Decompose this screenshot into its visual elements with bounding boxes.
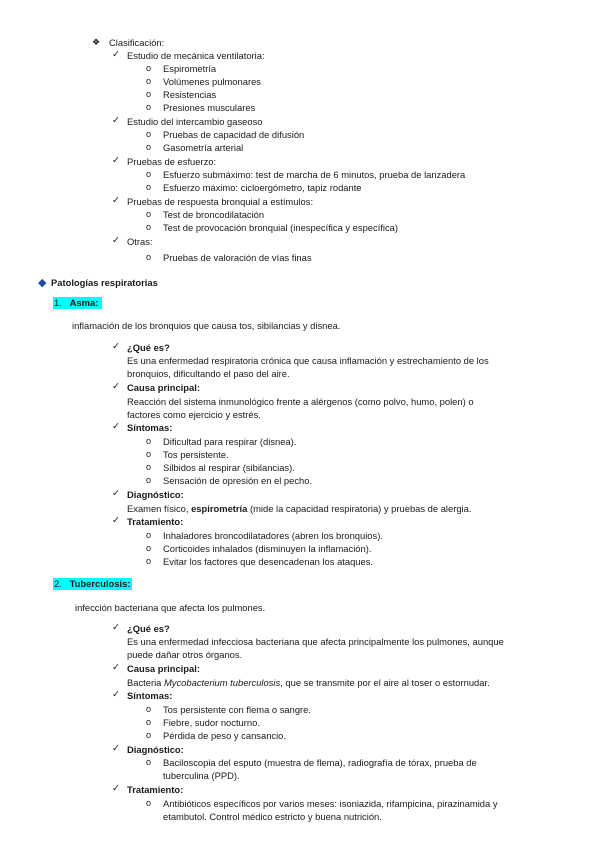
list-item: Esfuerzo máximo: cicloergómetro, tapiz rodante [163, 182, 362, 193]
check-icon: ✓ [112, 622, 120, 633]
list-item: Espirometría [163, 63, 217, 74]
circle-bullet-icon: o [146, 436, 152, 446]
asma-title: Asma: [69, 297, 99, 308]
group-title: Otras: [127, 236, 153, 247]
diagnostico-bold: espirometría [191, 503, 248, 514]
circle-bullet-icon: o [146, 798, 152, 808]
circle-bullet-icon: o [146, 63, 152, 73]
circle-bullet-icon: o [146, 449, 152, 459]
check-icon: ✓ [112, 341, 120, 352]
circle-bullet-icon: o [146, 530, 152, 540]
check-icon: ✓ [112, 381, 120, 392]
diagnostico-pre: Examen físico, [127, 503, 192, 514]
circle-bullet-icon: o [146, 209, 152, 219]
asma-que-es-label: ¿Qué es? [127, 342, 170, 353]
circle-bullet-icon: o [146, 222, 152, 232]
four-diamond-bullet-icon: ❖ [92, 37, 101, 47]
circle-bullet-icon: o [146, 76, 152, 86]
list-item: Esfuerzo submáximo: test de marcha de 6 minutos, prueba de lanzadera [163, 169, 466, 180]
list-item: Inhaladores broncodilatadores (abren los bronquios). [163, 530, 383, 541]
section-title: Patologías respiratorias [51, 277, 158, 288]
tb-diagnostico-label: Diagnóstico: [127, 744, 184, 755]
asma-diagnostico-label: Diagnóstico: [127, 489, 184, 500]
circle-bullet-icon: o [146, 717, 152, 727]
asma-definition: inflamación de los bronquios que causa tos, sibilancias y disnea. [72, 320, 341, 331]
asma-que-es-text: Es una enfermedad respiratoria crónica que causa inflamación y estrechamiento de los [127, 355, 489, 366]
tb-causa-label: Causa principal: [127, 663, 200, 674]
list-item: Antibióticos específicos por varios meses: isoniazida, rifampicina, pirazinamida y [163, 798, 498, 809]
asma-que-es-text: bronquios, dificultando el paso del aire. [127, 368, 290, 379]
group-title: Pruebas de respuesta bronquial a estímulos: [127, 196, 314, 207]
asma-tratamiento-label: Tratamiento: [127, 516, 184, 527]
tuberculosis-title: Tuberculosis: [69, 578, 131, 589]
tb-que-es-text: Es una enfermedad infecciosa bacteriana que afecta principalmente los pulmones, aunque [127, 636, 504, 647]
tb-sintomas-label: Síntomas: [127, 690, 173, 701]
list-item: Test de provocación bronquial (inespecífica y específica) [163, 222, 399, 233]
diagnostico-post: (mide la capacidad respiratoria) y pruebas de alergia. [247, 503, 472, 514]
asma-number: 1. [54, 297, 62, 308]
group-title: Estudio del intercambio gaseoso [127, 116, 263, 127]
check-icon: ✓ [112, 49, 120, 60]
list-item: Sensación de opresión en el pecho. [163, 475, 313, 486]
asma-sintomas-label: Síntomas: [127, 422, 173, 433]
check-icon: ✓ [112, 743, 120, 754]
circle-bullet-icon: o [146, 129, 152, 139]
list-item: Tos persistente con flema o sangre. [163, 704, 311, 715]
list-item: Fiebre, sudor nocturno. [163, 717, 260, 728]
circle-bullet-icon: o [146, 475, 152, 485]
list-item: Evitar los factores que desencadenan los ataques. [163, 556, 374, 567]
section-diamond-icon: ◆ [38, 277, 47, 289]
asma-causa-text: factores como ejercicio y estrés. [127, 409, 261, 420]
check-icon: ✓ [112, 783, 120, 794]
circle-bullet-icon: o [146, 704, 152, 714]
list-item: Test de broncodilatación [163, 209, 265, 220]
list-item: Pruebas de capacidad de difusión [163, 129, 305, 140]
tuberculosis-heading [53, 578, 132, 590]
circle-bullet-icon: o [146, 252, 152, 262]
asma-causa-text: Reacción del sistema inmunológico frente a alérgenos (como polvo, humo, polen) o [127, 396, 474, 407]
tb-tratamiento-label: Tratamiento: [127, 784, 184, 795]
check-icon: ✓ [112, 515, 120, 526]
list-item: Baciloscopia del esputo (muestra de flema), radiografía de tórax, prueba de [163, 757, 477, 768]
circle-bullet-icon: o [146, 462, 152, 472]
list-item: Silbidos al respirar (sibilancias). [163, 462, 295, 473]
list-item: Tos persistente. [163, 449, 229, 460]
list-item: Gasometría arterial [163, 142, 244, 153]
list-item-continuation: tuberculina (PPD). [163, 770, 240, 781]
circle-bullet-icon: o [146, 543, 152, 553]
circle-bullet-icon: o [146, 182, 152, 192]
group-title: Estudio de mecánica ventilatoria: [127, 50, 265, 61]
list-item: Pérdida de peso y cansancio. [163, 730, 286, 741]
check-icon: ✓ [112, 155, 120, 166]
list-item-continuation: etambutol. Control médico estricto y buena nutrición. [163, 811, 382, 822]
asma-diagnostico-text [127, 503, 471, 515]
check-icon: ✓ [112, 195, 120, 206]
check-icon: ✓ [112, 235, 120, 246]
check-icon: ✓ [112, 662, 120, 673]
check-icon: ✓ [112, 488, 120, 499]
list-item: Resistencias [163, 89, 217, 100]
check-icon: ✓ [112, 421, 120, 432]
classification-heading: Clasificación: [109, 37, 165, 48]
list-item: Corticoides inhalados (disminuyen la inflamación). [163, 543, 372, 554]
circle-bullet-icon: o [146, 142, 152, 152]
circle-bullet-icon: o [146, 102, 152, 112]
causa-pre: Bacteria [127, 677, 164, 688]
causa-post: , que se transmite por el aire al toser o estornudar. [280, 677, 490, 688]
check-icon: ✓ [112, 689, 120, 700]
asma-causa-label: Causa principal: [127, 382, 200, 393]
circle-bullet-icon: o [146, 757, 152, 767]
tuberculosis-number: 2. [54, 578, 62, 589]
asma-heading [53, 297, 102, 309]
tb-que-es-text: puede dañar otros órganos. [127, 649, 243, 660]
list-item: Dificultad para respirar (disnea). [163, 436, 297, 447]
circle-bullet-icon: o [146, 169, 152, 179]
group-title: Pruebas de esfuerzo: [127, 156, 217, 167]
causa-italic: Mycobacterium tuberculosis [164, 677, 281, 688]
list-item: Volúmenes pulmonares [163, 76, 261, 87]
tb-que-es-label: ¿Qué es? [127, 623, 170, 634]
circle-bullet-icon: o [146, 89, 152, 99]
list-item: Pruebas de valoración de vías finas [163, 252, 312, 263]
tb-causa-text [127, 677, 490, 689]
check-icon: ✓ [112, 115, 120, 126]
circle-bullet-icon: o [146, 730, 152, 740]
circle-bullet-icon: o [146, 556, 152, 566]
list-item: Presiones musculares [163, 102, 256, 113]
tuberculosis-definition: infección bacteriana que afecta los pulmones. [75, 602, 266, 613]
